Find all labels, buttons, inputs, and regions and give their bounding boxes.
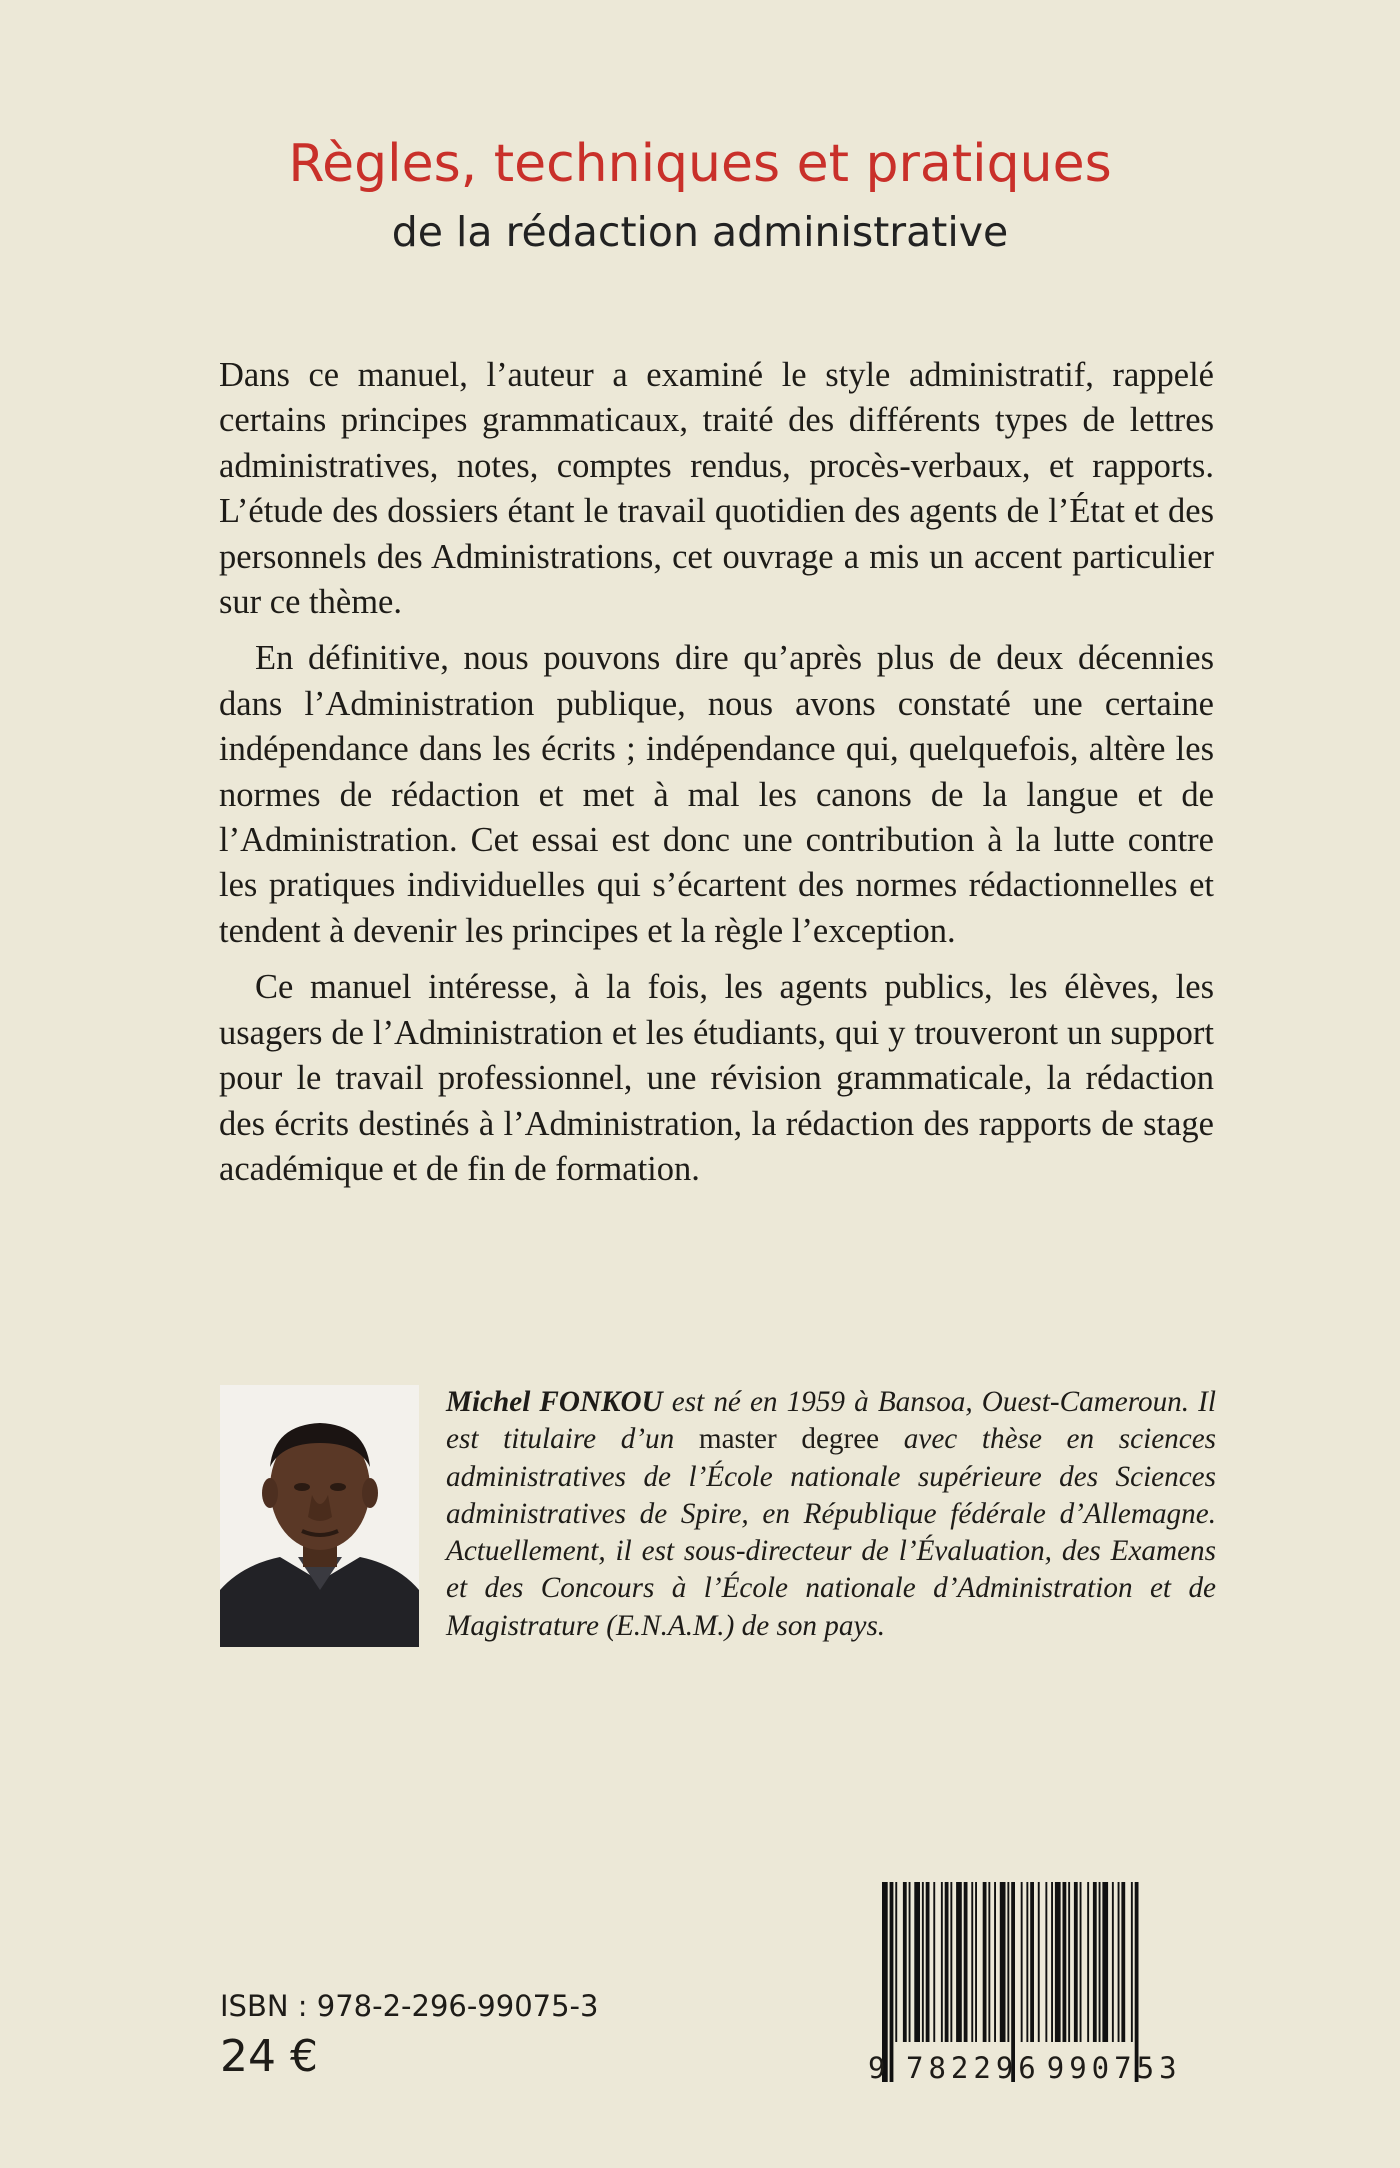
author-name: Michel FONKOU [446, 1386, 663, 1418]
blurb-paragraph-1: Dans ce manuel, l’auteur a examiné le style administratif, rappelé certains principes grammaticaux, traité des différents types de lettres administratives, notes, comptes rendus, procès-verbaux, et rapports. L’étude des dossiers étant le travail quotidien des agents de l’État et des personnels des Administrations, cet ouvrage a mis un accent particulier sur ce thème. [219, 356, 1214, 622]
author-bio-text [446, 1384, 1216, 1645]
barcode-bar [1063, 1882, 1067, 2042]
barcode-bar [983, 1882, 987, 2042]
barcode-bar [1121, 1882, 1125, 2042]
barcode-bar [1080, 1882, 1082, 2042]
barcode-bar [1102, 1882, 1108, 2042]
barcode-bar [1074, 1882, 1078, 2042]
book-title: Règles, techniques et pratiques [288, 134, 1112, 194]
barcode-bar [1000, 1882, 1006, 2042]
barcode-bar [914, 1882, 920, 2042]
barcode-bar [1068, 1882, 1070, 2042]
barcode-bar [926, 1882, 930, 2042]
barcode-bar [922, 1882, 924, 2042]
barcode-bar [950, 1882, 952, 2042]
blurb-paragraph-2: En définitive, nous pouvons dire qu’après plus de deux décennies dans l’Administration publique, nous avons constaté une certaine indépendance dans les écrits ; indépendance qui, quelquefois, altère les normes de rédaction et met à mal les canons de la langue et de l’Administration. Cet essai est donc une contribution à la lutte contre les pratiques individuelles qui s’écartent des normes rédactionnelles et tendent à devenir les principes et la règle l’exception. [219, 639, 1214, 950]
barcode-bar [1093, 1882, 1097, 2042]
barcode-bar [903, 1882, 907, 2042]
price-label: 24 € [220, 2031, 318, 2082]
barcode-bar [1026, 1882, 1028, 2042]
barcode-bar [909, 1882, 911, 2042]
barcode-bar [994, 1882, 996, 2042]
barcode-bar [1021, 1882, 1023, 2042]
barcode-bar [1099, 1882, 1101, 2042]
barcode-bar [975, 1882, 977, 2042]
barcode-group-left: 782296 [906, 2051, 1041, 2085]
author-bio-part-1: est né en 1959 à Bansoa, Ouest-Cameroun. Il est titulaire d’un [446, 1386, 1216, 1456]
book-subtitle: de la rédaction administrative [391, 208, 1009, 256]
barcode-bar [1087, 1882, 1089, 2042]
barcode-bar [1112, 1882, 1114, 2042]
blurb-paragraph-3: Ce manuel intéresse, à la fois, les agents publics, les élèves, les usagers de l’Administration et les étudiants, qui y trouveront un support pour le travail professionnel, une révision grammaticale, la rédaction des écrits destinés à l’Administration, la rédaction des rapports de stage académique et de fin de formation. [219, 968, 1214, 1188]
barcode-lead-digit: 9 [868, 2051, 886, 2085]
barcode-group-right: 990753 [1046, 2051, 1182, 2085]
author-photo [220, 1385, 419, 1647]
barcode-bar [964, 1882, 968, 2042]
isbn-label: ISBN : 978-2-296-99075-3 [220, 1989, 599, 2023]
barcode-bar [941, 1882, 943, 2042]
barcode-bar [956, 1882, 962, 2042]
author-degree: master degree [698, 1423, 880, 1456]
barcode-digits [868, 2048, 1204, 2088]
barcode-bar [1051, 1882, 1053, 2042]
author-bio-part-2: avec thèse en sciences administratives de l’École nationale supérieure des Sciences administratives de Spire, en République fédérale d’Allemagne. Actuellement, il est sous-directeur de l’Évaluation, des Examens et des Concours à l’École nationale d’Administration et de Magistrature (E.N.A.M.) de son pays. [446, 1423, 1217, 1642]
back-cover-blurb [219, 353, 1214, 1203]
barcode-bar [895, 1882, 897, 2042]
barcode-bar [1118, 1882, 1120, 2042]
author-bio [446, 1384, 1216, 1645]
barcode-bar [1007, 1882, 1009, 2042]
barcode-bar [1045, 1882, 1047, 2042]
barcode-bar [971, 1882, 973, 2042]
barcode-bar [988, 1882, 990, 2042]
barcode-bar [1038, 1882, 1040, 2042]
barcode-bar [1030, 1882, 1034, 2042]
barcode-bar [945, 1882, 949, 2042]
barcode-bar [1055, 1882, 1061, 2042]
barcode-bar [933, 1882, 935, 2042]
barcode-bar [1131, 1882, 1133, 2042]
